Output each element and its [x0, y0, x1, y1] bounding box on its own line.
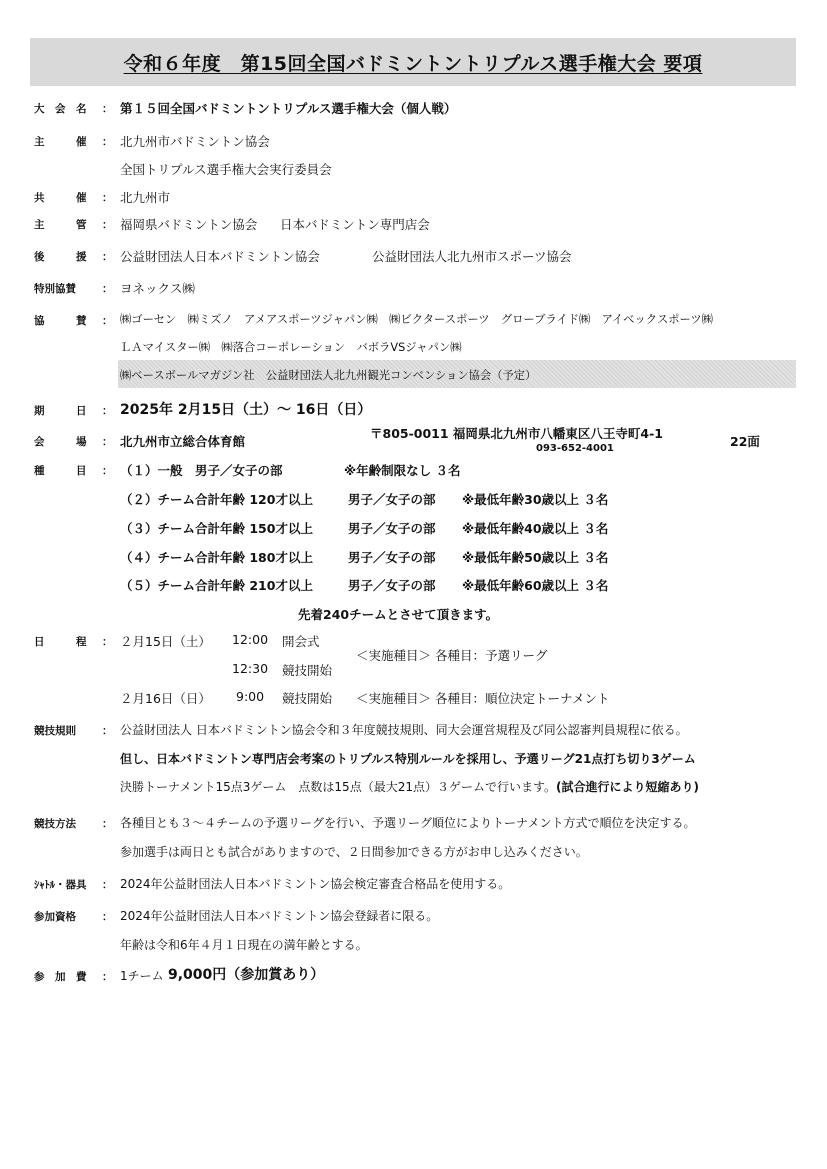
label-fee-text: 参 加 費: [34, 971, 87, 983]
venue-courts: 22面: [730, 434, 760, 449]
host-1: 北九州市バドミントン協会: [120, 134, 270, 149]
schedule-day1-note: ＜実施種目＞ 各種目：予選リーグ: [356, 648, 548, 663]
label-venue-text: 会 場: [34, 436, 87, 448]
category-1-note: ※年齢制限なし ３名: [344, 463, 461, 478]
label-shuttle: ｼｬﾄﾙ・器具 ：: [34, 879, 113, 891]
schedule-day2-event1: 競技開始: [282, 691, 333, 706]
label-cohost: 共 催 ：: [34, 192, 113, 204]
label-period-text: 期 日: [34, 405, 87, 417]
eligibility-line-1: 2024年公益財団法人日本バドミントン協会登録者に限る。: [120, 909, 439, 923]
eligibility-line-2: 年齢は令和6年４月１日現在の満年齢とする。: [120, 938, 368, 952]
schedule-day1-event1: 開会式: [282, 634, 320, 649]
label-special-sponsor: 特別協賛 ：: [34, 283, 113, 295]
label-host: 主 催 ：: [34, 136, 113, 148]
cohost: 北九州市: [120, 190, 171, 205]
organizer-1: 福岡県バドミントン協会: [120, 217, 258, 232]
category-3-note: ※最低年齢40歳以上 ３名: [462, 521, 609, 536]
capacity-note: 先着240チームとさせて頂きます。: [298, 607, 499, 622]
label-method-text: 競技方法: [34, 818, 76, 830]
schedule-day1: ２月15日（土）: [120, 634, 211, 649]
schedule-day1-event2: 競技開始: [282, 663, 333, 678]
label-support-text: 後 援: [34, 251, 87, 263]
category-4-name: （４）チーム合計年齢 180才以上: [120, 550, 313, 565]
rules-line-3b: (試合進行により短縮あり): [556, 780, 699, 794]
category-5-note: ※最低年齢60歳以上 ３名: [462, 578, 609, 593]
category-5-name: （５）チーム合計年齢 210才以上: [120, 578, 313, 593]
rules-line-3: [120, 778, 699, 795]
category-1-name: （１）一般 男子／女子の部: [120, 463, 283, 478]
rules-line-2: 但し、日本バドミントン専門店会考案のトリプルス特別ルールを採用し、予選リーグ21点打ち切り3ゲーム: [120, 752, 696, 766]
label-eligibility: 参加資格 ：: [34, 911, 113, 923]
rules-line-1: 公益財団法人 日本バドミントン協会令和３年度競技規則、同大会運営規程及び同公認審判員規程に依る。: [120, 723, 688, 737]
label-sponsor-text: 協 賛: [34, 315, 87, 327]
label-organizer: 主 管 ：: [34, 219, 113, 231]
sponsor-line-1: ㈱ゴーセン ㈱ミズノ アメアスポーツジャパン㈱ ㈱ビクタースポーツ グローブライド㈱ アイベックスポーツ㈱: [120, 313, 713, 326]
support-2: 公益財団法人北九州市スポーツ協会: [372, 249, 572, 264]
venue-phone: 093-652-4001: [536, 443, 614, 454]
organizer-2: 日本バドミントン専門店会: [280, 217, 430, 232]
page-title: 令和６年度 第15回全国バドミントントリプルス選手権大会 要項: [123, 52, 703, 75]
shuttle: 2024年公益財団法人日本バドミントン協会検定審査合格品を使用する。: [120, 877, 511, 891]
label-categories-text: 種 目: [34, 465, 87, 477]
label-host-text: 主 催: [34, 136, 87, 148]
fee-value: 9,000円（参加賞あり）: [168, 967, 325, 983]
label-categories: 種 目 ：: [34, 465, 113, 477]
category-5-gender: 男子／女子の部: [348, 578, 436, 593]
sponsor-line-2: ＬＡマイスター㈱ ㈱落合コーポレーション バボラVSジャパン㈱: [120, 341, 462, 354]
label-schedule: 日 程 ：: [34, 636, 113, 648]
category-4-gender: 男子／女子の部: [348, 550, 436, 565]
fee-unit: 1チーム: [120, 969, 164, 983]
sponsor-line-3: ㈱ベースボールマガジン社 公益財団法人北九州観光コンベンション協会（予定）: [120, 369, 537, 382]
label-method: 競技方法 ：: [34, 818, 113, 830]
period: 2025年 2月15日（土）～ 16日（日）: [120, 402, 372, 418]
label-organizer-text: 主 管: [34, 219, 87, 231]
label-cohost-text: 共 催: [34, 192, 87, 204]
label-fee: 参 加 費 ：: [34, 971, 113, 983]
rules-line-3a: 決勝トーナメント15点3ゲーム 点数は15点（最大21点）３ゲームで行います。: [120, 780, 557, 794]
title-bar: [30, 38, 796, 86]
schedule-day2-note: ＜実施種目＞ 各種目：順位決定トーナメント: [356, 691, 610, 706]
label-rules-text: 競技規則: [34, 725, 76, 737]
label-shuttle-text: ｼｬﾄﾙ・器具: [34, 879, 87, 891]
category-2-gender: 男子／女子の部: [348, 492, 436, 507]
method-line-2: 参加選手は両日とも試合がありますので、２日間参加できる方がお申し込みください。: [120, 845, 588, 859]
special-sponsor: ヨネックス㈱: [120, 281, 195, 296]
category-3-name: （３）チーム合計年齢 150才以上: [120, 521, 313, 536]
venue-name: 北九州市立総合体育館: [120, 434, 246, 449]
label-event-text: 大 会 名: [34, 103, 87, 115]
method-line-1: 各種目とも３～４チームの予選リーグを行い、予選リーグ順位によりトーナメント方式で順位を決定する。: [120, 816, 696, 830]
label-rules: 競技規則 ：: [34, 725, 113, 737]
label-special-sponsor-text: 特別協賛: [34, 283, 76, 295]
category-3-gender: 男子／女子の部: [348, 521, 436, 536]
label-event: 大 会 名 ：: [34, 103, 113, 115]
venue-address: 〒805-0011 福岡県北九州市八幡東区八王寺町4-1: [370, 426, 664, 441]
schedule-day2: ２月16日（日）: [120, 691, 211, 706]
support-1: 公益財団法人日本バドミントン協会: [120, 249, 320, 264]
event-name: 第１５回全国バドミントントリプルス選手権大会（個人戦）: [120, 101, 457, 116]
label-schedule-text: 日 程: [34, 636, 87, 648]
label-venue: 会 場 ：: [34, 436, 113, 448]
schedule-day2-time1: 9:00: [236, 689, 265, 704]
label-sponsor: 協 賛 ：: [34, 315, 113, 327]
schedule-day1-time1: 12:00: [232, 632, 269, 647]
category-2-name: （２）チーム合計年齢 120才以上: [120, 492, 313, 507]
host-2: 全国トリプルス選手権大会実行委員会: [120, 162, 332, 177]
label-support: 後 援 ：: [34, 251, 113, 263]
category-2-note: ※最低年齢30歳以上 ３名: [462, 492, 609, 507]
category-4-note: ※最低年齢50歳以上 ３名: [462, 550, 609, 565]
schedule-day1-time2: 12:30: [232, 661, 269, 676]
label-period: 期 日 ：: [34, 405, 113, 417]
label-eligibility-text: 参加資格: [34, 911, 76, 923]
